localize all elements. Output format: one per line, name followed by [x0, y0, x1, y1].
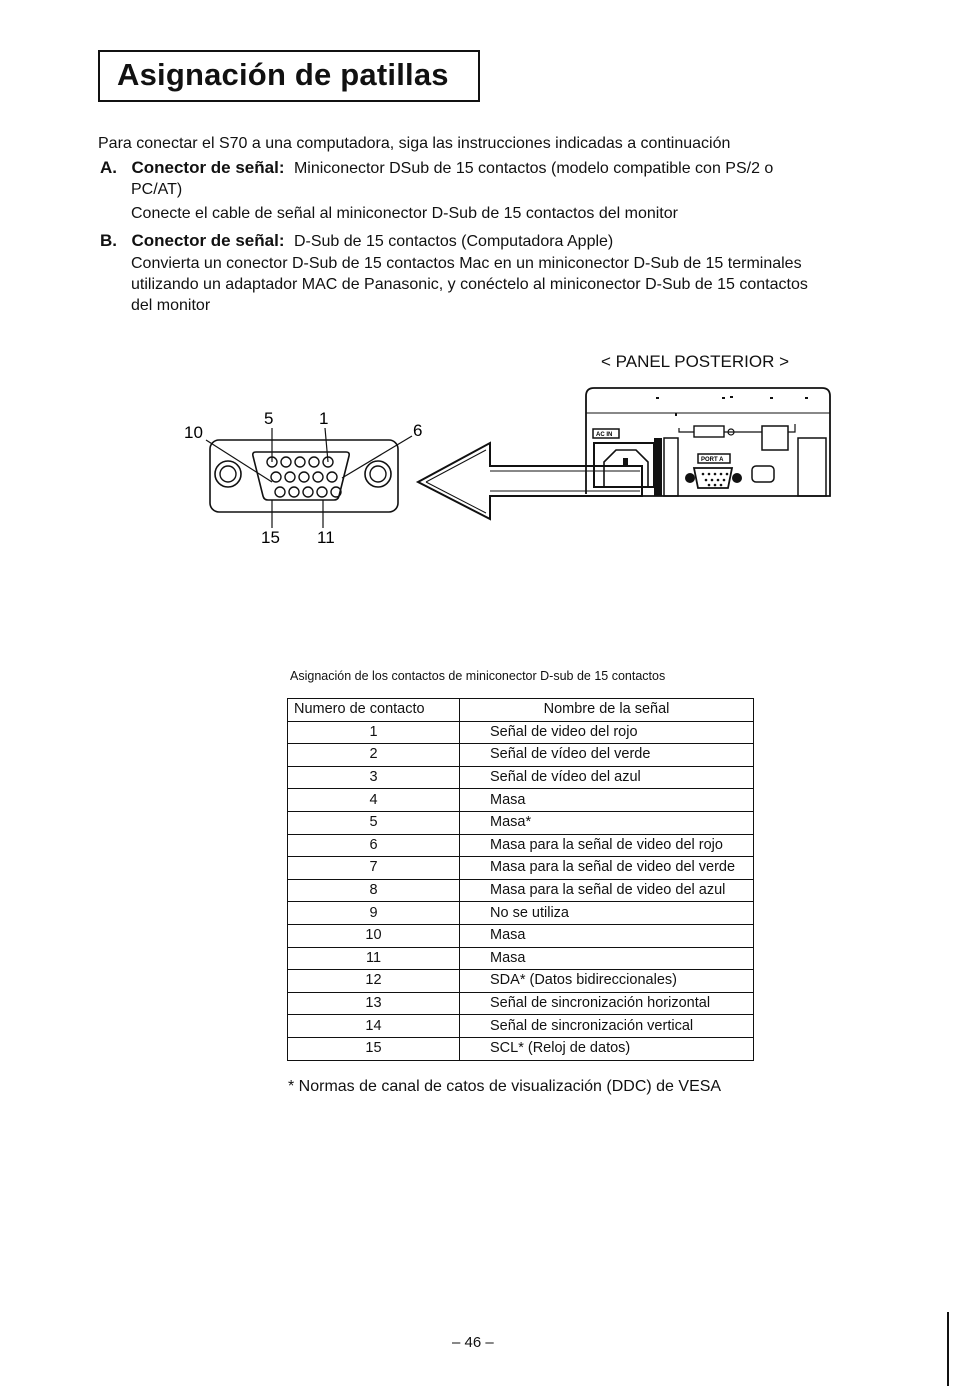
section-a-line1: [100, 157, 773, 179]
signal-name: Masa para la señal de video del verde: [460, 857, 754, 880]
pin-number: 3: [288, 766, 460, 789]
header-contact-number: Numero de contacto: [288, 699, 460, 722]
section-a-text2: PC/AT): [131, 181, 183, 198]
pin-label-5: 5: [264, 409, 274, 428]
table-row: [288, 789, 754, 812]
pin-number: 12: [288, 970, 460, 993]
panel-label: < PANEL POSTERIOR >: [601, 352, 790, 371]
signal-name: Masa: [460, 947, 754, 970]
pin-number: 14: [288, 1015, 460, 1038]
signal-name: Señal de vídeo del azul: [460, 766, 754, 789]
section-b-letter: B.: [100, 231, 117, 250]
table-row: [288, 721, 754, 744]
port-a-connector: [694, 468, 732, 488]
title-box: [98, 50, 480, 102]
signal-name: Señal de vídeo del verde: [460, 744, 754, 767]
signal-name: Masa para la señal de video del azul: [460, 879, 754, 902]
table-row: [288, 924, 754, 947]
table-row: [288, 879, 754, 902]
pin-number: 2: [288, 744, 460, 767]
pin-label-1: 1: [319, 409, 329, 428]
table-header-row: [288, 699, 754, 722]
pin-number: 13: [288, 992, 460, 1015]
pin-number: 8: [288, 879, 460, 902]
signal-name: No se utiliza: [460, 902, 754, 925]
table-row: [288, 992, 754, 1015]
footnote: * Normas de canal de catos de visualización (DDC) de VESA: [288, 1078, 722, 1095]
scan-edge-line: [947, 1312, 949, 1386]
table-row: [288, 902, 754, 925]
signal-name: Masa para la señal de video del rojo: [460, 834, 754, 857]
pin-number: 11: [288, 947, 460, 970]
page-number: – 46 –: [452, 1334, 494, 1351]
signal-name: SDA* (Datos bidireccionales): [460, 970, 754, 993]
pin-number: 1: [288, 721, 460, 744]
section-b-text2: Convierta un conector D-Sub de 15 contactos Mac en un miniconector D-Sub de 15 terminales: [131, 255, 802, 272]
table-row: [288, 970, 754, 993]
signal-name: Masa: [460, 924, 754, 947]
signal-name: Señal de sincronización horizontal: [460, 992, 754, 1015]
table-row: [288, 744, 754, 767]
section-b-heading: Conector de señal:: [131, 231, 285, 250]
table-caption: Asignación de los contactos de miniconector D-sub de 15 contactos: [290, 669, 666, 683]
arrow-icon: [418, 443, 642, 519]
header-signal-name: Nombre de la señal: [460, 699, 754, 722]
pin-number: 10: [288, 924, 460, 947]
section-a-heading: Conector de señal:: [131, 158, 285, 177]
table-row: [288, 766, 754, 789]
table-row: [288, 811, 754, 834]
pin-label-10: 10: [184, 423, 203, 442]
ac-in-label: AC IN: [596, 432, 613, 438]
signal-name: Señal de sincronización vertical: [460, 1015, 754, 1038]
pin-row-bottom: [275, 487, 341, 497]
section-a-letter: A.: [100, 158, 117, 177]
pin-row-middle: [271, 472, 337, 482]
signal-name: Señal de video del rojo: [460, 721, 754, 744]
right-screw-hole: [365, 461, 391, 487]
section-b-text1: D-Sub de 15 contactos (Computadora Apple): [293, 233, 614, 250]
table-row: [288, 834, 754, 857]
pin-label-15: 15: [261, 528, 280, 547]
pin-assignment-table: [287, 698, 754, 1061]
connector-diagram: [0, 380, 954, 550]
signal-name: Masa*: [460, 811, 754, 834]
pin-number: 9: [288, 902, 460, 925]
section-b-line1: [100, 230, 613, 252]
signal-name: SCL* (Reloj de datos): [460, 1037, 754, 1060]
pin-number: 5: [288, 811, 460, 834]
table-row: [288, 947, 754, 970]
intro-text: Para conectar el S70 a una computadora, siga las instrucciones indicadas a continuación: [98, 135, 731, 152]
pin-row-top: [267, 457, 333, 467]
port-a-label: PORT A: [701, 457, 724, 463]
pin-label-11: 11: [317, 528, 335, 547]
table-row: [288, 1037, 754, 1060]
dsub-connector-illustration: [184, 409, 422, 547]
pin-number: 4: [288, 789, 460, 812]
pin-label-6: 6: [413, 421, 423, 440]
section-b-text3: utilizando un adaptador MAC de Panasonic, y conéctelo al miniconector D-Sub de 15 contactos: [131, 276, 808, 293]
page-title: Asignación de patillas: [117, 57, 449, 92]
signal-name: Masa: [460, 789, 754, 812]
pin-number: 7: [288, 857, 460, 880]
left-screw-hole: [215, 461, 241, 487]
section-b-text4: del monitor: [131, 297, 211, 314]
section-a-text3: Conecte el cable de señal al miniconector D-Sub de 15 contactos del monitor: [131, 205, 678, 222]
pin-number: 6: [288, 834, 460, 857]
pin-number: 15: [288, 1037, 460, 1060]
section-a-text1: Miniconector DSub de 15 contactos (modelo compatible con PS/2 o: [293, 160, 774, 177]
table-row: [288, 1015, 754, 1038]
table-row: [288, 857, 754, 880]
